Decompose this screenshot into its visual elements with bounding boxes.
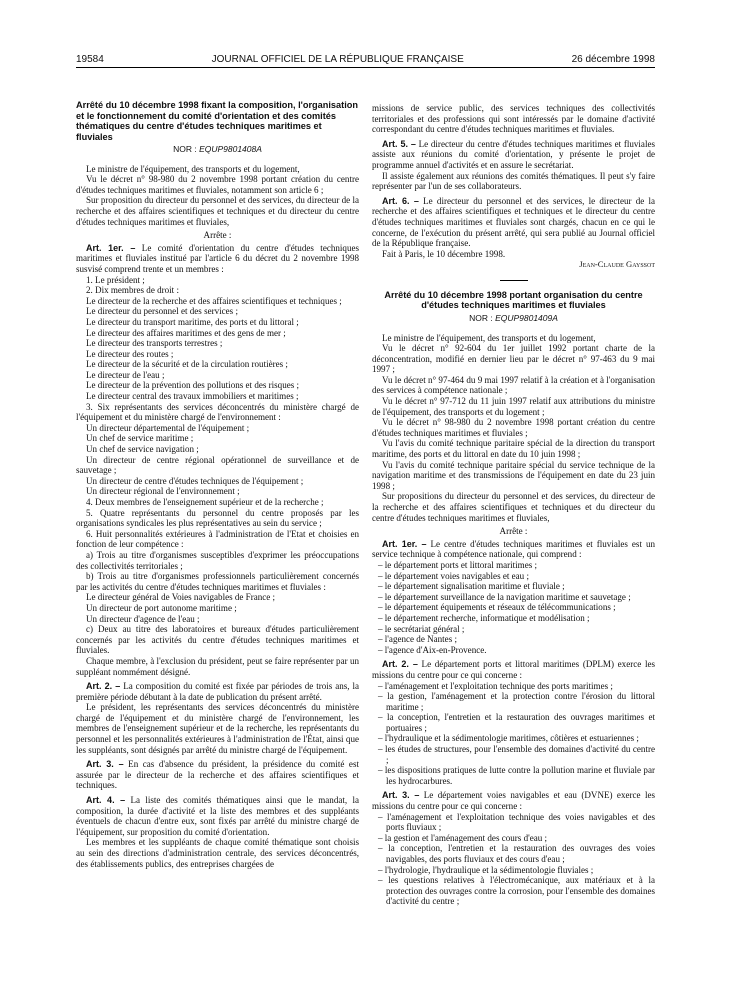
list-item: Le directeur central des travaux immobiliers et maritimes ;: [86, 391, 299, 402]
list-item: Le directeur des routes ;: [86, 348, 174, 359]
dplm-missions: [372, 681, 655, 787]
arrete-heading-2: Arrête :: [499, 526, 528, 537]
list-item: Vu le décret n° 97-712 du 11 juin 1997 relatif aux attributions du ministre de l'équipement, des transports et du logement ;: [372, 396, 655, 417]
article-3: Art. 3. – En cas d'absence du président, la présidence du comité est assurée par le directeur de la recherche et des affaires scientifiques et techniques.: [76, 759, 359, 791]
list-item: Le directeur du transport maritime, des ports et du littoral ;: [86, 316, 299, 327]
left-column: [76, 100, 359, 869]
list-item: – l'aménagement et l'exploitation technique des voies navigables et des ports fluviaux ;: [378, 811, 655, 833]
list-item: – le département ports et littoral maritimes ;: [378, 559, 538, 570]
journal-title: JOURNAL OFFICIEL DE LA RÉPUBLIQUE FRANÇAISE: [211, 53, 464, 65]
list-item: Un directeur de centre d'études techniques de l'équipement ;: [86, 475, 304, 486]
list-item: Le directeur de la sécurité et de la circulation routières ;: [86, 359, 288, 370]
signature: Jean-Claude Gayssot: [579, 259, 655, 270]
list-item: Un directeur départemental de l'équipement ;: [86, 422, 250, 433]
list-item: – l'hydraulique et la sédimentologie maritimes, côtières et estuariennes ;: [378, 733, 639, 744]
article-3-b: Art. 3. – Le département voies navigables et eau (DVNE) exerce les missions du centre pour ce qui concerne :: [372, 790, 655, 812]
arrete-heading: Arrête :: [203, 230, 232, 241]
page-number: 19584: [76, 53, 104, 65]
nor-reference-2: NOR : EQUP9801409A: [469, 312, 558, 323]
list-item: Le directeur des transports terrestres ;: [86, 338, 223, 349]
paragraph: Le président, les représentants des services déconcentrés du ministère chargé de l'équipement et du ministère chargé de l'environnement, les membres de l'enseignement supérieur et de la recherche, les représentants du personnel et les personnalités extérieures à l'administration de l'État, ainsi que les suppléants, sont désignés par arrêté du ministre chargé de l'équipement.: [76, 702, 359, 755]
list-item: 4. Deux membres de l'enseignement supérieur et de la recherche ;: [86, 497, 324, 507]
page-header: [76, 52, 655, 66]
list-item: Vu le décret n° 97-464 du 9 mai 1997 relatif à la création et à l'organisation des services à compétence nationale ;: [372, 374, 655, 396]
department-list: [372, 560, 655, 655]
list-item: – la gestion et l'aménagement des cours d'eau ;: [378, 832, 548, 843]
paragraph: Sur proposition du directeur du personnel et des services, du directeur de la recherche et des affaires scientifiques et techniques et du directeur du centre d'études techniques maritimes et fluviales,: [76, 195, 359, 227]
list-item: Vu l'avis du comité technique paritaire spécial de la direction du transport maritime, des ports et du littoral en date du 10 juin 1998 ;: [372, 438, 655, 460]
members-list: [76, 275, 359, 678]
list-item: – le département signalisation maritime et fluviale ;: [378, 581, 565, 592]
visa-list: [372, 333, 655, 524]
list-item: Vu l'avis du comité technique paritaire spécial du service technique de la navigation maritime et des transmissions de l'équipement en date du 23 juin 1998 ;: [372, 459, 655, 491]
list-item: – l'hydrologie, l'hydraulique et la sédimentologie fluviales ;: [378, 864, 594, 875]
list-item: 2. Dix membres de droit :: [86, 285, 179, 296]
list-item: 6. Huit personnalités extérieures à l'administration de l'Etat et choisies en fonction de leur compétence :: [76, 528, 359, 550]
header-rule: [76, 67, 655, 68]
article-1-b: Art. 1er. – Le centre d'études techniques maritimes et fluviales est un service technique à compétence nationale, qui comprend :: [372, 538, 655, 560]
decree-title: Arrêté du 10 décembre 1998 fixant la composition, l'organisation et le fonctionnement du comité d'orientation et des comités thématiques du centre d'études techniques maritimes et fluviales: [76, 100, 358, 142]
list-item: 3. Six représentants des services déconcentrés du ministère chargé de l'équipement et du ministère chargé de l'environnement :: [76, 401, 359, 423]
list-item: – l'aménagement et l'exploitation technique des ports maritimes ;: [378, 680, 613, 691]
list-item: – l'agence d'Aix-en-Provence.: [378, 644, 487, 655]
list-item: a) Trois au titre d'organismes susceptibles d'exprimer les préoccupations des collectivités territoriales ;: [76, 549, 359, 571]
paragraph: Vu le décret n° 98-980 du 2 novembre 1998 portant création du centre d'études techniques maritimes et fluviales, notamment son article 6 ;: [76, 174, 359, 195]
list-item: – la gestion, l'aménagement et la protection contre l'érosion du littoral maritime ;: [378, 691, 655, 712]
list-item: Un directeur de centre régional opérationnel de surveillance et de sauvetage ;: [76, 454, 359, 476]
list-item: – les études de structures, pour l'ensemble des domaines d'activité du centre ;: [378, 744, 655, 765]
dvne-missions: [372, 812, 655, 907]
article-2: Art. 2. – La composition du comité est fixée par périodes de trois ans, la première période débutant à la date de publication du présent arrêté.: [76, 681, 359, 702]
list-item: – le département recherche, informatique et modélisation ;: [378, 612, 590, 623]
list-item: Vu le décret n° 98-980 du 2 novembre 1998 portant création du centre d'études techniques maritimes et fluviales ;: [372, 417, 655, 438]
right-column: [372, 103, 655, 907]
section-divider: [500, 280, 528, 281]
list-item: 1. Le président ;: [86, 274, 145, 285]
list-item: – les dispositions pratiques de lutte contre la pollution marine et fluviale par les hydrocarbures.: [378, 765, 655, 786]
decree-title-2: Arrêté du 10 décembre 1998 portant organisation du centre d'études techniques maritimes et fluviales: [384, 289, 643, 311]
list-item: Chaque membre, à l'exclusion du président, peut se faire représenter par un suppléant nommément désigné.: [76, 655, 359, 677]
list-item: Un directeur régional de l'environnement ;: [86, 486, 240, 497]
list-item: – le département voies navigables et eau ;: [378, 570, 529, 581]
list-item: – les questions relatives à l'électromécanique, aux matériaux et à la protection des ouvrages contre la corrosion, pour l'ensemble des domaines d'activité du centre ;: [378, 875, 655, 907]
paragraph: Les membres et les suppléants de chaque comité thématique sont choisis au sein des directions d'administration centrale, des services déconcentrés, des établissements publics, des entreprises chargées de: [76, 837, 359, 869]
list-item: Le directeur des affaires maritimes et des gens de mer ;: [86, 327, 286, 338]
list-item: Sur propositions du directeur du personnel et des services, du directeur de la recherche et des affaires scientifiques et techniques et du directeur du centre d'études techniques maritimes et fluviales,: [372, 491, 655, 523]
list-item: Le ministre de l'équipement, des transports et du logement,: [382, 332, 596, 343]
list-item: b) Trois au titre d'organismes professionnels particulièrement concernés par les activités du centre d'études techniques maritimes et fluviales :: [76, 571, 359, 592]
article-6: Art. 6. – Le directeur du personnel et des services, le directeur de la recherche et des affaires scientifiques et techniques et le directeur du centre d'études techniques maritimes et fluviales sont chargés, chacun en ce qui le concerne, de l'exécution du présent arrêté, qui sera publié au Journal officiel de la République française.: [372, 195, 656, 249]
signing-place-date: Fait à Paris, le 10 décembre 1998.: [382, 248, 506, 259]
list-item: Un directeur d'agence de l'eau ;: [86, 613, 200, 624]
paragraph: Le ministre de l'équipement, des transports et du logement,: [86, 163, 300, 174]
list-item: – la conception, l'entretien et la restauration des ouvrages maritimes et portuaires ;: [378, 712, 655, 733]
article-2-b: Art. 2. – Le département ports et littoral maritimes (DPLM) exerce les missions du centre pour ce qui concerne :: [372, 659, 655, 680]
list-item: Un chef de service maritime ;: [86, 433, 194, 444]
article-1: Art. 1er. – Le comité d'orientation du centre d'études techniques maritimes et fluviales institué par l'article 6 du décret du 2 novembre 1998 susvisé comprend trente et un membres :: [76, 242, 359, 274]
article-4: Art. 4. – La liste des comités thématiques ainsi que le mandat, la composition, la durée d'activité et la liste des membres et des suppléants éventuels de chacun d'entre eux, sont fixés par arrêté du ministre chargé de l'équipement, sur proposition du comité d'orientation.: [76, 795, 359, 837]
list-item: – l'agence de Nantes ;: [378, 634, 457, 645]
list-item: Le directeur de la recherche et des affaires scientifiques et techniques ;: [86, 295, 342, 306]
list-item: Le directeur du personnel et des services ;: [86, 306, 238, 317]
list-item: Le directeur de l'eau ;: [86, 369, 165, 380]
list-item: – le département équipements et réseaux de télécommunications ;: [378, 602, 616, 613]
list-item: 5. Quatre représentants du personnel du centre proposés par les organisations syndicales les plus représentatives au sein du service ;: [76, 507, 359, 529]
paragraph: Il assiste également aux réunions des comités thématiques. Il peut s'y faire représenter par l'un de ses collaborateurs.: [372, 170, 655, 192]
list-item: – le département surveillance de la navigation maritime et sauvetage ;: [378, 591, 631, 602]
list-item: – la conception, l'entretien et la restauration des ouvrages des voies navigables, des ports fluviaux et des cours d'eau ;: [378, 843, 655, 864]
list-item: – le secrétariat général ;: [378, 623, 465, 634]
list-item: Un directeur de port autonome maritime ;: [86, 602, 237, 613]
paragraph: missions de service public, des services techniques des collectivités territoriales et des professions qui sont intéressés par le domaine d'activité correspondant du centre d'études techniques maritimes et fluviales.: [372, 103, 655, 135]
list-item: Vu le décret n° 92-604 du 1er juillet 1992 portant charte de la déconcentration, modifié en dernier lieu par le décret n° 97-463 du 9 mai 1997 ;: [372, 343, 655, 375]
list-item: c) Deux au titre des laboratoires et bureaux d'études particulièrement concernés par les activités du centre d'études techniques maritimes et fluviales.: [76, 624, 359, 656]
nor-reference: NOR : EQUP9801408A: [173, 144, 262, 154]
list-item: Le directeur général de Voies navigables de France ;: [86, 592, 276, 603]
list-item: Le directeur de la prévention des pollutions et des risques ;: [86, 380, 300, 391]
list-item: Un chef de service navigation ;: [86, 444, 199, 455]
article-5: Art. 5. – Le directeur du centre d'études techniques maritimes et fluviales assiste aux réunions du comité d'orientation, y présente le projet de programme annuel d'activités et en assure le secrétariat.: [372, 138, 655, 170]
issue-date: 26 décembre 1998: [571, 53, 655, 65]
